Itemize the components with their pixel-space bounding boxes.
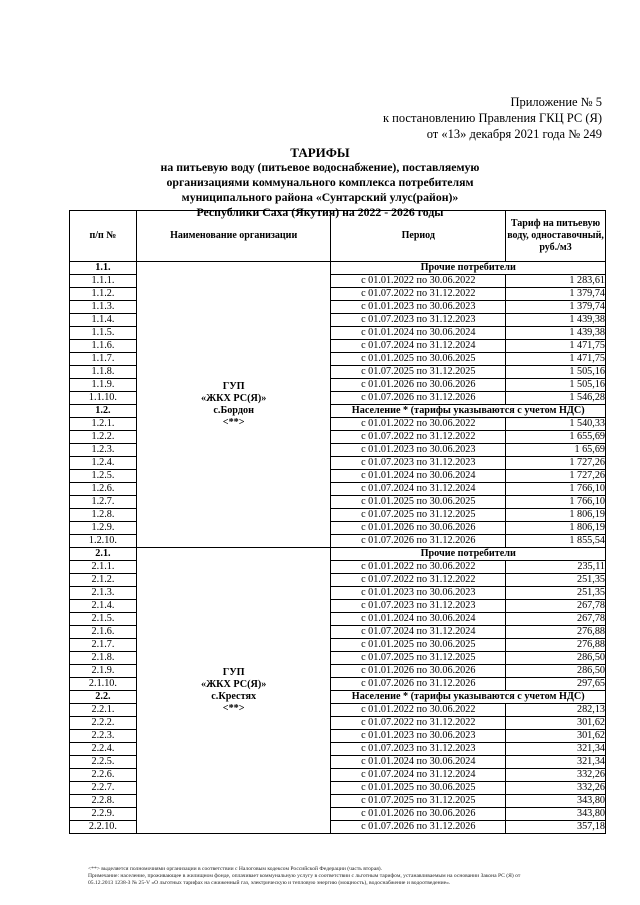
row-period: с 01.01.2025 по 30.06.2025 — [331, 353, 506, 366]
row-tariff: 1 806,19 — [506, 522, 606, 535]
row-tariff: 1 283,61 — [506, 275, 606, 288]
row-period: с 01.01.2022 по 30.06.2022 — [331, 561, 506, 574]
row-number: 2.1.2. — [70, 574, 137, 587]
row-tariff: 286,50 — [506, 652, 606, 665]
row-period: с 01.01.2023 по 30.06.2023 — [331, 301, 506, 314]
row-tariff: 1 766,10 — [506, 483, 606, 496]
row-number: 1.1.9. — [70, 379, 137, 392]
row-number: 1.2.8. — [70, 509, 137, 522]
row-period: с 01.07.2026 по 31.12.2026 — [331, 821, 506, 834]
row-period: с 01.07.2024 по 31.12.2024 — [331, 483, 506, 496]
organization-name-line: «ЖКХ РС(Я)» — [200, 678, 267, 690]
footnote-line: <**> выделяется полномочиями организации в соответствии с Налоговым кодексом Российской Федерации (часть вторая). — [88, 866, 383, 872]
row-period: с 01.01.2022 по 30.06.2022 — [331, 704, 506, 717]
row-period: с 01.01.2023 по 30.06.2023 — [331, 730, 506, 743]
row-tariff: 251,35 — [506, 587, 606, 600]
row-number: 2.2.8. — [70, 795, 137, 808]
row-tariff: 267,78 — [506, 600, 606, 613]
row-period: с 01.01.2024 по 30.06.2024 — [331, 470, 506, 483]
row-period: с 01.01.2023 по 30.06.2023 — [331, 444, 506, 457]
row-period: с 01.07.2023 по 31.12.2023 — [331, 457, 506, 470]
appendix-line: к постановлению Правления ГКЦ РС (Я) — [382, 111, 602, 125]
row-number: 2.1.8. — [70, 652, 137, 665]
row-number: 2.1.3. — [70, 587, 137, 600]
organization-name-line: <**> — [222, 416, 245, 428]
row-number: 2.2.5. — [70, 756, 137, 769]
row-number: 2.1.1. — [70, 561, 137, 574]
row-period: с 01.07.2022 по 31.12.2022 — [331, 574, 506, 587]
row-number: 1.2.7. — [70, 496, 137, 509]
row-period: с 01.01.2026 по 30.06.2026 — [331, 379, 506, 392]
title-line: муниципального района «Сунтарский улус(район)» — [181, 190, 459, 204]
row-period: с 01.07.2026 по 31.12.2026 — [331, 535, 506, 548]
appendix-line: Приложение № 5 — [510, 95, 602, 109]
organization-name-line: с.Бордон — [213, 404, 254, 416]
row-number: 2.2.6. — [70, 769, 137, 782]
row-period: с 01.07.2022 по 31.12.2022 — [331, 288, 506, 301]
row-tariff: 1 546,28 — [506, 392, 606, 405]
row-number: 1.1.3. — [70, 301, 137, 314]
row-number: 1.1.1. — [70, 275, 137, 288]
row-number: 1.2.2. — [70, 431, 137, 444]
row-number: 1.1.8. — [70, 366, 137, 379]
group-number: 1.2. — [70, 405, 137, 418]
row-period: с 01.07.2024 по 31.12.2024 — [331, 340, 506, 353]
row-period: с 01.01.2024 по 30.06.2024 — [331, 756, 506, 769]
title-heading: ТАРИФЫ — [290, 145, 350, 160]
row-tariff: 332,26 — [506, 782, 606, 795]
group-label: Прочие потребители — [331, 548, 606, 561]
row-period: с 01.01.2025 по 30.06.2025 — [331, 496, 506, 509]
row-tariff: 1 439,38 — [506, 327, 606, 340]
row-tariff: 251,35 — [506, 574, 606, 587]
tariff-table — [69, 210, 606, 834]
row-period: с 01.07.2025 по 31.12.2025 — [331, 366, 506, 379]
title-line: организациями коммунального комплекса потребителям — [166, 175, 474, 189]
row-period: с 01.01.2022 по 30.06.2022 — [331, 418, 506, 431]
row-period: с 01.07.2025 по 31.12.2025 — [331, 509, 506, 522]
row-period: с 01.01.2025 по 30.06.2025 — [331, 782, 506, 795]
row-number: 2.2.3. — [70, 730, 137, 743]
row-tariff: 276,88 — [506, 626, 606, 639]
row-number: 1.2.3. — [70, 444, 137, 457]
group-number: 2.2. — [70, 691, 137, 704]
row-period: с 01.01.2022 по 30.06.2022 — [331, 275, 506, 288]
row-number: 1.1.10. — [70, 392, 137, 405]
row-number: 2.1.7. — [70, 639, 137, 652]
row-number: 1.2.1. — [70, 418, 137, 431]
row-tariff: 297,65 — [506, 678, 606, 691]
appendix-line: от «13» декабря 2021 года № 249 — [426, 127, 602, 141]
appendix-block — [383, 94, 602, 142]
row-period: с 01.07.2023 по 31.12.2023 — [331, 600, 506, 613]
row-number: 2.1.5. — [70, 613, 137, 626]
row-tariff: 1 505,16 — [506, 379, 606, 392]
row-number: 2.2.4. — [70, 743, 137, 756]
group-label: Население * (тарифы указываются с учетом НДС) — [331, 691, 606, 704]
row-tariff: 1 505,16 — [506, 366, 606, 379]
row-tariff: 235,11 — [506, 561, 606, 574]
row-tariff: 357,18 — [506, 821, 606, 834]
row-tariff: 343,80 — [506, 808, 606, 821]
row-period: с 01.01.2024 по 30.06.2024 — [331, 327, 506, 340]
organization-name-line: ГУП — [222, 666, 245, 678]
header-num: п/п № — [70, 211, 137, 262]
row-number: 1.2.6. — [70, 483, 137, 496]
row-tariff: 286,50 — [506, 665, 606, 678]
footnote — [88, 866, 598, 887]
row-tariff: 301,62 — [506, 730, 606, 743]
row-number: 1.2.10. — [70, 535, 137, 548]
row-period: с 01.01.2024 по 30.06.2024 — [331, 613, 506, 626]
row-tariff: 301,62 — [506, 717, 606, 730]
row-tariff: 343,80 — [506, 795, 606, 808]
row-tariff: 1 65,69 — [506, 444, 606, 457]
row-tariff: 321,34 — [506, 756, 606, 769]
row-number: 2.1.4. — [70, 600, 137, 613]
title-line: на питьевую воду (питьевое водоснабжение), поставляемую — [160, 160, 480, 174]
row-tariff: 267,78 — [506, 613, 606, 626]
row-number: 2.2.1. — [70, 704, 137, 717]
row-number: 1.1.7. — [70, 353, 137, 366]
organization-name — [136, 262, 331, 548]
table-header-row — [70, 211, 606, 262]
row-tariff: 1 471,75 — [506, 340, 606, 353]
organization-name-line: <**> — [222, 702, 245, 714]
header-period: Период — [331, 211, 506, 262]
row-period: с 01.07.2026 по 31.12.2026 — [331, 392, 506, 405]
row-period: с 01.01.2023 по 30.06.2023 — [331, 587, 506, 600]
header-org: Наименование организации — [136, 211, 331, 262]
row-period: с 01.01.2026 по 30.06.2026 — [331, 522, 506, 535]
row-tariff: 1 727,26 — [506, 457, 606, 470]
organization-name-line: ГУП — [222, 380, 245, 392]
row-number: 1.2.4. — [70, 457, 137, 470]
row-number: 1.2.9. — [70, 522, 137, 535]
row-number: 2.2.7. — [70, 782, 137, 795]
row-tariff: 282,13 — [506, 704, 606, 717]
footnote-line: Примечание: население, проживающее в жилищном фонде, оплачивает коммунальную услугу в соответствии с льготным тарифом, устанавливаемым на основании Закона РС (Я) от — [88, 873, 521, 879]
row-period: с 01.01.2026 по 30.06.2026 — [331, 808, 506, 821]
header-tariff: Тариф на питьевую воду, одноставочный, руб./м3 — [506, 211, 606, 262]
row-tariff: 1 540,33 — [506, 418, 606, 431]
group-number: 2.1. — [70, 548, 137, 561]
row-number: 1.1.5. — [70, 327, 137, 340]
row-tariff: 321,34 — [506, 743, 606, 756]
organization-name-line: с.Крестях — [211, 690, 257, 702]
row-tariff: 1 471,75 — [506, 353, 606, 366]
row-period: с 01.07.2024 по 31.12.2024 — [331, 626, 506, 639]
row-number: 1.1.4. — [70, 314, 137, 327]
group-row — [70, 262, 606, 275]
row-tariff: 1 379,74 — [506, 301, 606, 314]
row-tariff: 1 806,19 — [506, 509, 606, 522]
row-period: с 01.07.2025 по 31.12.2025 — [331, 795, 506, 808]
row-period: с 01.01.2026 по 30.06.2026 — [331, 665, 506, 678]
row-period: с 01.07.2022 по 31.12.2022 — [331, 717, 506, 730]
row-tariff: 276,88 — [506, 639, 606, 652]
group-label: Население * (тарифы указываются с учетом НДС) — [331, 405, 606, 418]
row-tariff: 1 727,26 — [506, 470, 606, 483]
row-tariff: 1 379,74 — [506, 288, 606, 301]
row-number: 1.2.5. — [70, 470, 137, 483]
row-number: 1.1.6. — [70, 340, 137, 353]
row-period: с 01.07.2023 по 31.12.2023 — [331, 743, 506, 756]
table-body — [70, 262, 606, 834]
row-number: 2.1.9. — [70, 665, 137, 678]
title-line: Республики Саха (Якутия) на 2022 - 2026 годы — [196, 205, 444, 219]
row-period: с 01.07.2025 по 31.12.2025 — [331, 652, 506, 665]
row-number: 2.1.6. — [70, 626, 137, 639]
row-tariff: 1 439,38 — [506, 314, 606, 327]
row-period: с 01.01.2025 по 30.06.2025 — [331, 639, 506, 652]
footnote-line: 05.12.2013 1238-З № 25-V «О льготных тарифах на сжиженный газ, электрическую и тепловую энергию (мощность), водоснабжение и водоотведение». — [88, 880, 451, 886]
row-tariff: 1 766,10 — [506, 496, 606, 509]
group-row — [70, 548, 606, 561]
organization-name — [136, 548, 331, 834]
organization-name-line: «ЖКХ РС(Я)» — [200, 392, 267, 404]
row-tariff: 332,26 — [506, 769, 606, 782]
row-number: 2.2.2. — [70, 717, 137, 730]
row-period: с 01.07.2024 по 31.12.2024 — [331, 769, 506, 782]
row-period: с 01.07.2026 по 31.12.2026 — [331, 678, 506, 691]
row-tariff: 1 855,54 — [506, 535, 606, 548]
document-title — [0, 145, 640, 220]
row-period: с 01.07.2023 по 31.12.2023 — [331, 314, 506, 327]
row-number: 2.1.10. — [70, 678, 137, 691]
group-label: Прочие потребители — [331, 262, 606, 275]
group-number: 1.1. — [70, 262, 137, 275]
row-number: 1.1.2. — [70, 288, 137, 301]
row-number: 2.2.9. — [70, 808, 137, 821]
row-period: с 01.07.2022 по 31.12.2022 — [331, 431, 506, 444]
row-number: 2.2.10. — [70, 821, 137, 834]
row-tariff: 1 655,69 — [506, 431, 606, 444]
